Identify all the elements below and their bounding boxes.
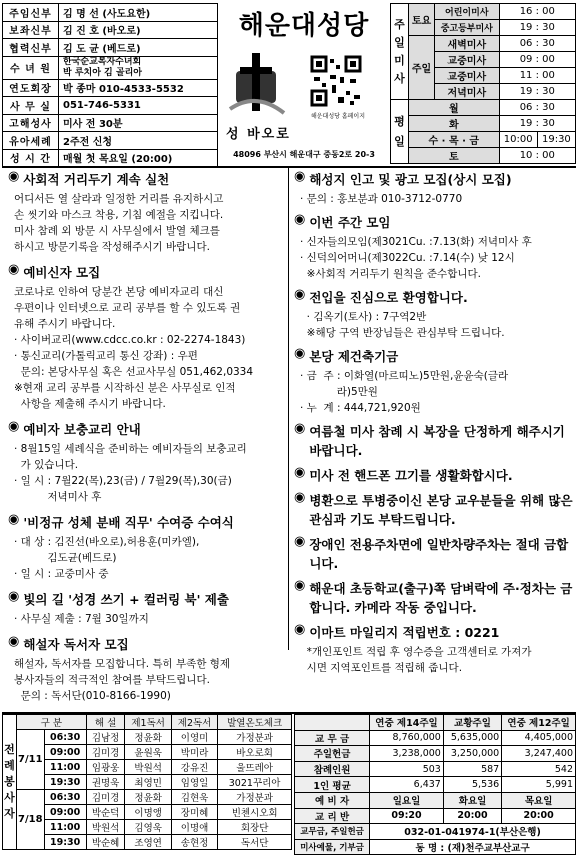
notice-line: 시면 지역포인트를 적립해 줍니다.: [300, 662, 463, 674]
catechism-header: 목요일: [502, 792, 576, 808]
notice-title-text: 이번 주간 모임: [309, 215, 391, 230]
staff-label: 연도회장: [3, 79, 59, 97]
sched-cell: 빈첸시오회: [218, 805, 292, 820]
account-number: 032-01-041974-1(부산은행): [370, 824, 576, 840]
notice-line: · 김옥기(토사) : 7구역2반: [300, 311, 427, 323]
left-notices: [8, 170, 284, 712]
notice-line: 미사 참례 외 방문 시 사무실에서 발열 체크를: [14, 225, 220, 237]
notice-line: 사항을 제출해 주시기 바랍니다.: [14, 398, 166, 410]
staff-label: 사 무 실: [3, 97, 59, 115]
weekday-name: 수 · 목 · 금: [409, 132, 500, 148]
sched-cell: 윤원욱: [125, 745, 171, 760]
sched-cell: 김미경: [86, 790, 125, 805]
target-bullet-icon: ◉: [294, 578, 306, 593]
notice-title-text: 예비자 보충교리 안내: [23, 422, 141, 437]
mass-time-2: 19:30: [537, 132, 575, 148]
notice-section: [8, 590, 284, 627]
sched-cell: 19:30: [44, 835, 86, 850]
finance-cell: 503: [370, 761, 444, 777]
mass-name: 새벽미사: [435, 36, 500, 52]
church-header: [220, 3, 388, 163]
notice-line: 코로나로 인하여 당분간 본당 예비자교리 대신: [14, 286, 224, 298]
sched-cell: 09:00: [44, 805, 86, 820]
notice-line: · 누 계 : 444,721,920원: [300, 402, 421, 414]
notice-section: [294, 288, 574, 341]
sched-cell: 11:00: [44, 760, 86, 775]
notice-line: 김도균(베드로): [14, 552, 117, 564]
staff-value-text: 김 진 호 (바오로): [63, 26, 141, 38]
sched-header: 해 설: [86, 715, 125, 730]
notice-body: [8, 534, 284, 582]
notice-title: [294, 288, 574, 307]
finance-cell: 3,238,000: [370, 746, 444, 762]
staff-label: 협력신부: [3, 39, 59, 57]
week-date: 7/18: [17, 790, 45, 850]
notice-body: [294, 309, 574, 341]
notice-title-text: 예비신자 모집: [23, 265, 101, 280]
notice-line: ※현재 교리 공부를 시작하신 분은 사무실로 인적: [14, 382, 236, 394]
notice-title-text: 장애인 전용주차면에 일반차량주차는 절대 금합니다.: [309, 537, 569, 571]
mass-name: 교중미사: [435, 52, 500, 68]
qr-code-icon: [310, 55, 362, 107]
staff-label: 유아세례: [3, 132, 59, 150]
notice-title-text: 미사 전 핸드폰 끄기를 생활화합시다.: [309, 468, 513, 483]
target-bullet-icon: ◉: [294, 421, 306, 436]
target-bullet-icon: ◉: [294, 534, 306, 549]
volunteer-side-label: 전례봉사자: [3, 715, 17, 850]
notice-line: 저녁미사 후: [14, 491, 102, 503]
notice-title-text: 사회적 거리두기 계속 실천: [23, 172, 170, 187]
finance-cell: 542: [502, 761, 576, 777]
staff-row: [3, 97, 218, 115]
mass-name: 어린이미사: [435, 4, 500, 20]
target-bullet-icon: ◉: [294, 346, 306, 361]
notice-line: 어디서든 열 살라과 일정한 거리를 유지하시고: [14, 193, 224, 205]
sched-cell: 최영민: [125, 775, 171, 790]
sched-cell: 가정분과: [218, 730, 292, 745]
mass-time: 11 : 00: [499, 68, 575, 84]
finance-cell: 교 무 금: [295, 730, 370, 746]
mass-time: 10 : 00: [499, 148, 575, 164]
finance-cell: 5,635,000: [443, 730, 501, 746]
finance-row: [295, 746, 576, 762]
finance-header: 연중 제14주일: [370, 715, 444, 731]
staff-value-text: 미사 전 30분: [63, 119, 123, 131]
finance-cell: 4,405,000: [502, 730, 576, 746]
notice-section: [294, 623, 574, 676]
finance-header: [295, 715, 370, 731]
notice-title: [294, 213, 574, 232]
sched-cell: 임영일: [171, 775, 217, 790]
notice-title: [294, 170, 574, 189]
target-bullet-icon: ◉: [294, 622, 306, 637]
notice-section: [8, 420, 284, 505]
notice-line: 유해 주시기 바랍니다.: [14, 318, 116, 330]
target-bullet-icon: ◉: [294, 287, 306, 302]
notice-title: [294, 579, 574, 617]
staff-label: 보좌신부: [3, 21, 59, 39]
target-bullet-icon: ◉: [8, 589, 20, 604]
notice-line: · 일 시 : 교중미사 중: [14, 568, 109, 580]
notice-line: · 신덕의어머니(제3022Cu. :7.14(수) 낮 12시: [300, 252, 515, 264]
weekday-name: 토: [409, 148, 500, 164]
notice-title-text: 해성지 인고 및 광고 모집(상시 모집): [309, 172, 512, 187]
account-holder: 동 명 : (재)천주교부산교구: [370, 839, 576, 855]
weekday-name: 월: [409, 100, 500, 116]
sched-cell: 송현정: [171, 835, 217, 850]
finance-row: [295, 761, 576, 777]
sched-cell: 장미혜: [171, 805, 217, 820]
staff-value: [59, 4, 218, 22]
finance-row: [295, 730, 576, 746]
notice-section: [294, 170, 574, 207]
mass-time: 09 : 00: [499, 52, 575, 68]
sched-cell: 권명욱: [86, 775, 125, 790]
notice-title: [8, 263, 284, 282]
notice-line: 해설자, 독서자를 모집합니다. 특히 부족한 형제: [14, 658, 231, 670]
sched-cell: 바오로회: [218, 745, 292, 760]
column-divider: [288, 166, 289, 650]
notice-title: [8, 170, 284, 189]
sched-cell: 06:30: [44, 730, 86, 745]
target-bullet-icon: ◉: [8, 634, 20, 649]
catechism-cell: 09:20: [370, 808, 444, 824]
notice-section: [294, 466, 574, 485]
staff-value: [59, 149, 218, 167]
notice-line: 가 있습니다.: [14, 459, 79, 471]
notice-body: [294, 234, 574, 282]
church-address: 48096 부산시 해운대구 중동2로 20-3: [233, 150, 375, 159]
notice-line: · 8월15일 세례식을 준비하는 예비자들의 보충교리: [14, 443, 247, 455]
staff-value-text: 051-746-5331: [63, 99, 141, 111]
target-bullet-icon: ◉: [8, 419, 20, 434]
notice-title: [294, 466, 574, 485]
sched-row: [3, 805, 292, 820]
sched-cell: 박순덕: [86, 805, 125, 820]
finance-cell: 5,536: [443, 777, 501, 793]
staff-value: [59, 114, 218, 132]
sched-cell: 박원석: [125, 760, 171, 775]
finance-cell: 3,250,000: [443, 746, 501, 762]
sched-cell: 이명애: [171, 820, 217, 835]
sched-row: [3, 790, 292, 805]
target-bullet-icon: ◉: [8, 512, 20, 527]
staff-value-text: 김 명 선 (사도요한): [63, 8, 151, 20]
notice-section: [294, 535, 574, 573]
notice-title: [8, 420, 284, 439]
sched-cell: 김남정: [86, 730, 125, 745]
sched-cell: 이명앵: [125, 805, 171, 820]
cross-logo-icon: [226, 51, 286, 121]
mass-times-table: [390, 3, 576, 164]
notice-line: ※사회적 거리두기 원칙을 준수합니다.: [300, 268, 481, 280]
sched-cell: 울뜨레아: [218, 760, 292, 775]
mass-name: 교중미사: [435, 68, 500, 84]
notice-title: [294, 422, 574, 460]
staff-value-text: 박 종마 010-4533-5532: [63, 84, 184, 96]
staff-row: [3, 21, 218, 39]
notice-body: [8, 656, 284, 704]
weekday-label: 평일: [391, 100, 409, 164]
account-label: 미사예물, 기부금: [295, 839, 370, 855]
sun-label: 주일: [409, 36, 435, 100]
notice-line: 문의: 본당사무실 혹은 선교사무실 051,462,0334: [14, 366, 254, 378]
notice-body: [8, 191, 284, 255]
catechism-header: 일요일: [370, 792, 444, 808]
staff-row: [3, 4, 218, 22]
sched-header: 구 분: [17, 715, 87, 730]
weekday-name: 화: [409, 116, 500, 132]
notice-section: [8, 170, 284, 255]
notice-line: 문의 : 독서단(010-8166-1990): [14, 690, 171, 702]
sched-cell: 09:00: [44, 745, 86, 760]
mass-time: 10:00: [499, 132, 537, 148]
week-date: 7/11: [17, 730, 45, 790]
notice-title-text: 빛의 길 '성경 쓰기 + 컬러링 북' 제출: [23, 592, 229, 607]
finance-header: 교황주일: [443, 715, 501, 731]
sched-cell: 독서단: [218, 835, 292, 850]
finance-cell: 1인 평균: [295, 777, 370, 793]
finance-cell: 참례인원: [295, 761, 370, 777]
notice-line: · 사무실 제출 : 7월 30일까지: [14, 613, 149, 625]
notice-line: 봉사자들의 적극적인 참여를 부탁드립니다.: [14, 674, 210, 686]
staff-row: [3, 149, 218, 167]
notice-body: [8, 441, 284, 505]
staff-value: [59, 97, 218, 115]
mass-time: 19 : 30: [499, 84, 575, 100]
sched-cell: 3021꾸리아: [218, 775, 292, 790]
sched-cell: 김영욱: [125, 820, 171, 835]
qr-caption: 해운대성당 홈페이지: [310, 113, 366, 120]
target-bullet-icon: ◉: [294, 212, 306, 227]
catechism-header: 화요일: [443, 792, 501, 808]
sched-cell: 06:30: [44, 790, 86, 805]
sched-header: 제1독서: [125, 715, 171, 730]
notice-section: [8, 513, 284, 582]
sched-row: [3, 820, 292, 835]
divider: [2, 166, 576, 168]
finance-cell: 6,437: [370, 777, 444, 793]
notice-title: [294, 347, 574, 366]
sched-cell: 조영연: [125, 835, 171, 850]
notice-line: 손 씻기와 마스크 착용, 기침 예절을 지킵니다.: [14, 209, 224, 221]
notice-body: [294, 191, 574, 207]
sched-cell: 정윤화: [125, 730, 171, 745]
notice-line: · 금 주 : 이화열(마르띠노)5만원,윤윤숙(글라: [300, 370, 509, 382]
mass-time: 16 : 00: [499, 4, 575, 20]
patron-saint: 성 바오로: [226, 127, 291, 142]
catechism-header: 예 비 자: [295, 792, 370, 808]
notice-title: [8, 590, 284, 609]
catechism-cell: 20:00: [443, 808, 501, 824]
notice-title-text: 여름철 미사 참례 시 복장을 단정하게 해주시기 바랍니다.: [309, 424, 565, 458]
finance-row: [295, 777, 576, 793]
notice-line: ※해당 구역 반장님들은 관심부탁 드립니다.: [300, 327, 505, 339]
staff-value-text-2: 박 루치아 김 골리아: [63, 67, 142, 78]
notice-title: [294, 623, 574, 642]
notice-line: 라)5만원: [300, 386, 378, 398]
notice-title: [8, 635, 284, 654]
finance-cell: 5,991: [502, 777, 576, 793]
finance-header: 연중 제12주일: [502, 715, 576, 731]
notice-line: · 통신교리(가톨릭교리 통신 강좌) : 우편: [14, 350, 198, 362]
notice-body: [8, 611, 284, 627]
staff-value: [59, 39, 218, 57]
notice-line: · 일 시 : 7월22(목),23(금) / 7월29(목),30(금): [14, 475, 232, 487]
notice-line: 하시고 방문기록을 작성해주시기 바랍니다.: [14, 241, 210, 253]
staff-row: [3, 114, 218, 132]
staff-value-text: 2주전 신청: [63, 136, 113, 148]
notice-title-text: 본당 제건축기금: [309, 349, 399, 364]
target-bullet-icon: ◉: [294, 169, 306, 184]
mass-time: 19 : 30: [499, 116, 575, 132]
mass-name: 중고등부미사: [435, 20, 500, 36]
right-notices: [294, 170, 574, 682]
catechism-cell: 교 리 반: [295, 808, 370, 824]
mass-time: 06 : 30: [499, 36, 575, 52]
staff-label: 성 시 간: [3, 149, 59, 167]
target-bullet-icon: ◉: [8, 169, 20, 184]
mass-time: 19 : 30: [499, 20, 575, 36]
notice-title-text: 이마트 마일리지 적립번호 : 0221: [309, 625, 500, 640]
notice-title-text: 해설자 독서자 모집: [23, 637, 129, 652]
sched-cell: 회장단: [218, 820, 292, 835]
sched-row: [3, 745, 292, 760]
notice-section: [294, 579, 574, 617]
finance-cell: 주일헌금: [295, 746, 370, 762]
notice-title: [294, 535, 574, 573]
sched-row: [3, 775, 292, 790]
notice-title-text: 전입을 진심으로 환영합니다.: [309, 290, 468, 305]
sched-header: 발열온도체크: [218, 715, 292, 730]
finance-table: [294, 714, 576, 855]
staff-value-text: 한국순교복자수녀회: [63, 56, 142, 67]
sched-cell: 김현욱: [171, 790, 217, 805]
notice-section: [294, 347, 574, 416]
finance-cell: 587: [443, 761, 501, 777]
sunday-mass-label: 주일미사: [391, 4, 409, 100]
staff-value-text: 김 도 균 (베드로): [63, 43, 141, 55]
notice-line: · 신자들의모임(제3021Cu. :7.13(화) 저녁미사 후: [300, 236, 532, 248]
notice-section: [8, 635, 284, 704]
target-bullet-icon: ◉: [294, 490, 306, 505]
staff-value: [59, 56, 218, 79]
notice-line: · 문의 : 홍보분과 010-3712-0770: [300, 193, 463, 205]
notice-body: [8, 284, 284, 412]
staff-value: [59, 79, 218, 97]
staff-row: [3, 39, 218, 57]
liturgy-volunteer-table: [2, 714, 292, 850]
target-bullet-icon: ◉: [8, 262, 20, 277]
sched-row: [3, 835, 292, 850]
sched-header: 제2독서: [171, 715, 217, 730]
sched-row: [3, 760, 292, 775]
sched-cell: 박순혜: [86, 835, 125, 850]
notice-section: [294, 213, 574, 282]
staff-label: 수 녀 원: [3, 56, 59, 79]
notice-line: · 대 상 : 김진선(바오로),허용훈(미카엘),: [14, 536, 200, 548]
catechism-cell: 20:00: [502, 808, 576, 824]
sched-cell: 박원석: [86, 820, 125, 835]
notice-body: [294, 368, 574, 416]
staff-row: [3, 132, 218, 150]
sched-cell: 이영미: [171, 730, 217, 745]
staff-value: [59, 21, 218, 39]
sat-label: 토요: [409, 4, 435, 36]
sched-cell: 김미경: [86, 745, 125, 760]
target-bullet-icon: ◉: [294, 465, 306, 480]
notice-section: [294, 422, 574, 460]
notice-line: · 사이버교리(www.cdcc.co.kr : 02-2274-1843): [14, 334, 246, 346]
sched-cell: 강유진: [171, 760, 217, 775]
finance-cell: 8,760,000: [370, 730, 444, 746]
notice-section: [8, 263, 284, 412]
staff-row: [3, 56, 218, 79]
sched-cell: 11:00: [44, 820, 86, 835]
mass-time: 06 : 30: [499, 100, 575, 116]
notice-title-text: '비정규 성체 분배 직무' 수여증 수여식: [23, 515, 234, 530]
notice-line: *개인포인트 적립 후 영수증을 고객센터로 가져가: [300, 646, 532, 658]
sched-cell: 정윤화: [125, 790, 171, 805]
finance-cell: 3,247,400: [502, 746, 576, 762]
church-title: 해운대성당: [238, 11, 370, 41]
staff-label: 주임신부: [3, 4, 59, 22]
mass-name: 저녁미사: [435, 84, 500, 100]
notice-line: 우편이나 인터넷으로 교리 공부를 할 수 있도록 권: [14, 302, 241, 314]
notice-section: [294, 491, 574, 529]
sched-cell: 박미라: [171, 745, 217, 760]
staff-value-text: 매월 첫 목요일 (20:00): [63, 154, 173, 166]
notice-title: [8, 513, 284, 532]
staff-row: [3, 79, 218, 97]
notice-title-text: 병환으로 투병중이신 본당 교우분들을 위해 많은 관심과 기도 부탁드립니다.: [309, 493, 573, 527]
account-label: 교무금, 주일헌금: [295, 824, 370, 840]
notice-title-text: 해운대 초등학교(출구)쪽 담벼락에 주·정차는 금합니다. 카메라 작동 중입니다.: [309, 581, 573, 615]
notice-body: [294, 644, 574, 676]
sched-row: [3, 730, 292, 745]
sched-cell: 19:30: [44, 775, 86, 790]
sched-cell: 임광웅: [86, 760, 125, 775]
staff-value: [59, 132, 218, 150]
staff-table: [2, 3, 218, 167]
staff-label: 고해성사: [3, 114, 59, 132]
notice-title: [294, 491, 574, 529]
sched-cell: 가정분과: [218, 790, 292, 805]
